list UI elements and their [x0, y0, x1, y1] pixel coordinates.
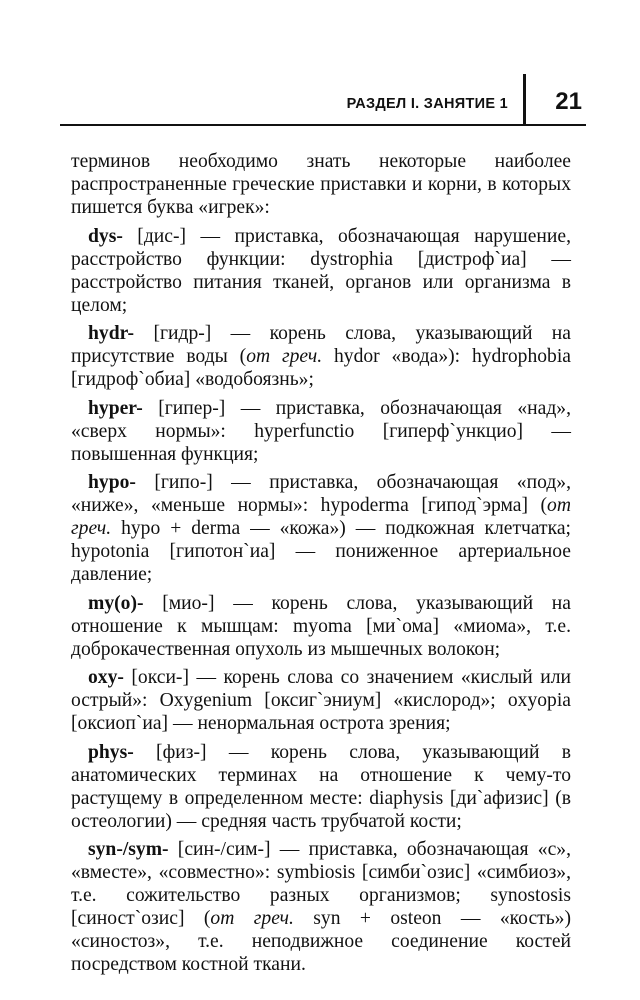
entry-text: [гидр-] — корень слова, указывающий на присутствие воды ( [71, 323, 571, 367]
page-number: 21 [555, 88, 582, 115]
entry-hydr [71, 322, 571, 391]
entry-origin: от греч. [210, 908, 294, 929]
page-body [71, 150, 571, 976]
entry-oxy [71, 666, 571, 735]
entry-text: [гипер-] — приставка, обозначающая «над», «сверх нормы»: hyperfunctio [гиперф`ункцио] — повышенная функция; [71, 397, 571, 465]
entry-text: [окси-] — корень слова со значением «кислый или острый»: Oxygenium [оксиг`эниум] «кислород»; oxyopia [оксиоп`иа] — ненормальная острота зрения; [71, 667, 571, 734]
entry-dys [71, 225, 571, 317]
entry-term: phys- [88, 741, 134, 763]
entry-term: hyper- [88, 397, 143, 419]
entry-hypo [71, 471, 571, 586]
entry-term: hydr- [88, 323, 135, 344]
intro-paragraph: терминов необходимо знать некоторые наиболее распространенные греческие приставки и корни, в которых пишется буква «игрек»: [71, 151, 571, 218]
section-title: РАЗДЕЛ I. ЗАНЯТИЕ 1 [346, 96, 508, 112]
entry-term: syn-/sym- [88, 839, 169, 860]
entry-myo [71, 592, 571, 661]
entry-term: dys- [88, 225, 123, 247]
entry-text: [физ-] — корень слова, указывающий в анатомических терминах на отношение к чему-то растущему в определенном месте: diaphysis [ди`афизис] (в остеологии) — средняя часть трубчатой кости; [71, 741, 571, 832]
page-header [60, 74, 586, 126]
entry-term: my(o)- [88, 592, 144, 614]
entry-text: hydor «вода»): hydrophobia [гидроф`обиа] «водобоязнь»; [71, 346, 571, 390]
entry-hyper [71, 397, 571, 466]
entry-text: [дис-] — приставка, обозначающая нарушение, расстройство функции: dystrophia [дистроф`иа] — расстройство питания тканей, органов или организма в целом; [71, 225, 571, 316]
entry-text: [син-/сим-] — приставка, обозначающая «с», «вместе», «совместно»: symbiosis [симби`озис] «симбиоз», т.е. сожительство разных организмов; synostosis [синост`озис] ( [71, 839, 571, 929]
entry-text: syn + osteon — «кость») «синостоз», т.е. неподвижное соединение костей посредством костной ткани. [71, 908, 571, 975]
entry-text: [мио-] — корень слова, указывающий на отношение к мышцам: myoma [ми`ома] «миома», т.е. доброкачественная опухоль из мышечных волокон; [71, 592, 571, 660]
header-underline [60, 124, 586, 126]
entry-syn-sym [71, 838, 571, 976]
entry-phys [71, 741, 571, 833]
entry-origin: от греч. [71, 495, 571, 539]
entry-term: oxy- [88, 667, 124, 688]
entry-text: [гипо-] — приставка, обозначающая «под», «ниже», «меньше нормы»: hypoderma [гипод`эрма] ( [71, 472, 571, 516]
entry-origin: от греч. [246, 346, 323, 367]
entry-text: hypo + derma — «кожа») — подкожная клетчатка; hypotonia [гипотон`иа] — пониженное артериальное давление; [71, 518, 571, 585]
header-vertical-rule [523, 74, 526, 126]
entry-term: hypo- [88, 472, 136, 493]
